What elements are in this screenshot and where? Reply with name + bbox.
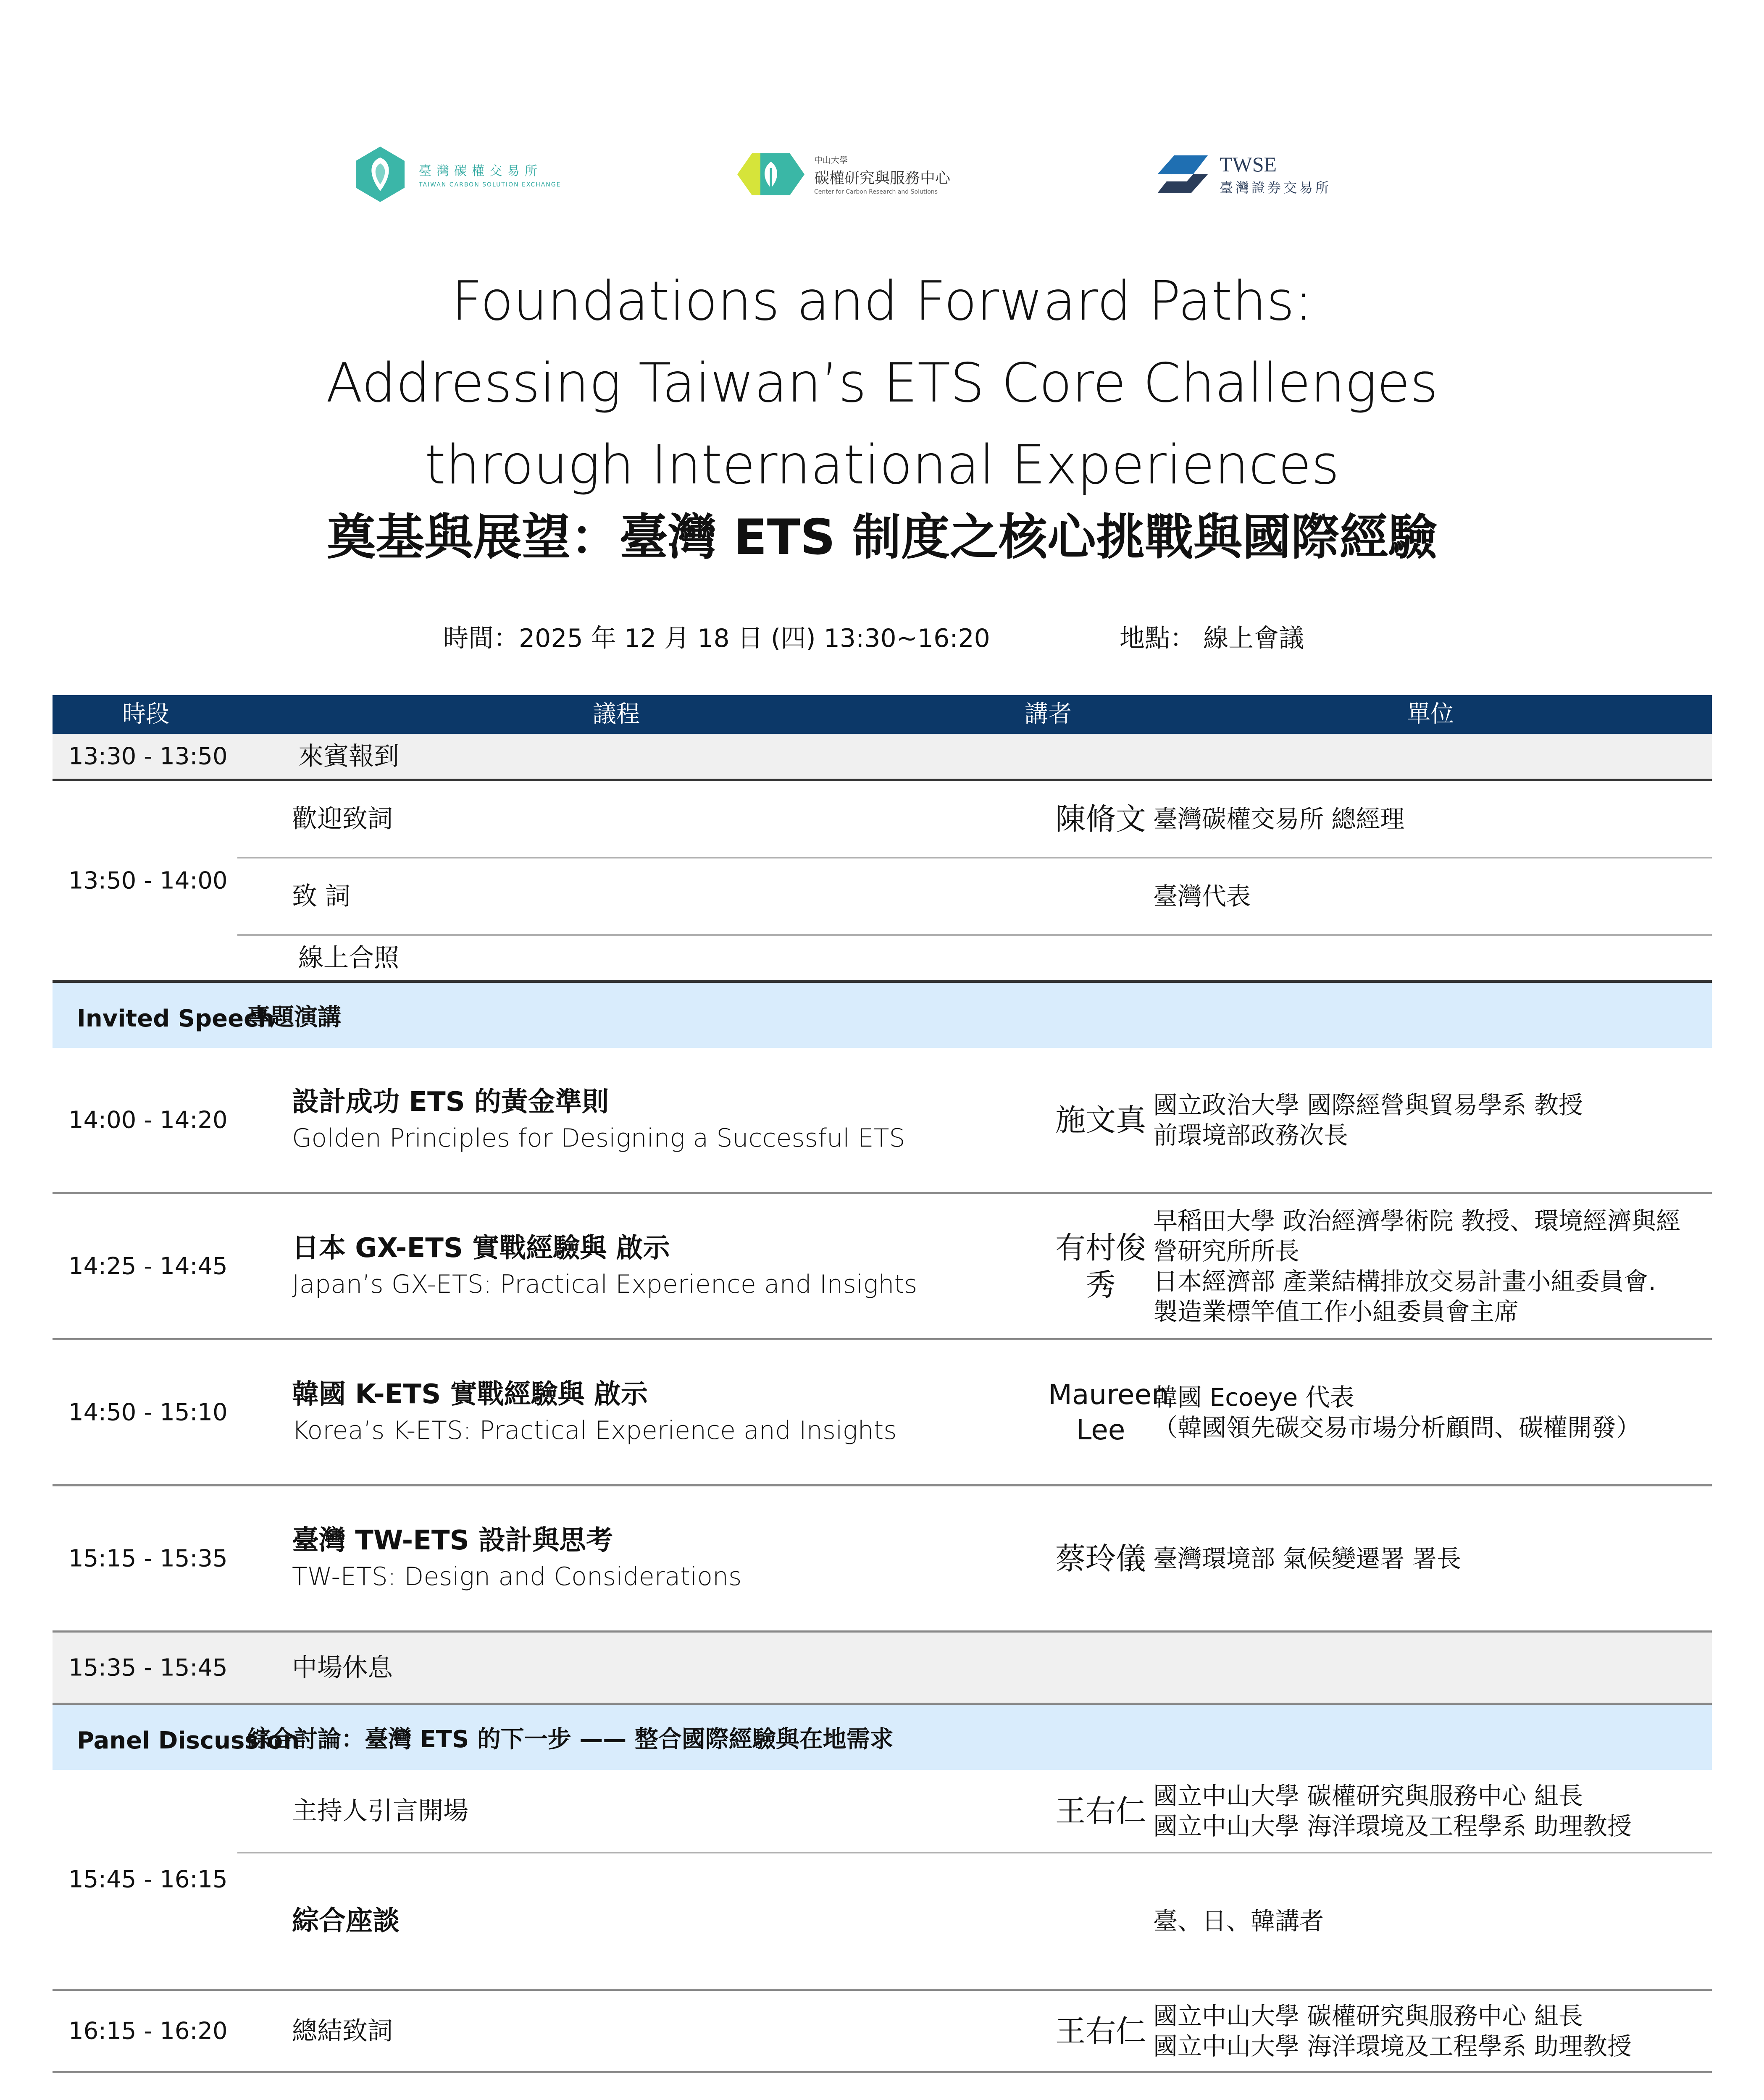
row-time: 15:35 - 15:45 (68, 1654, 228, 1681)
table-row (53, 1991, 1712, 2073)
row-agenda (292, 1230, 917, 1302)
speaker-line: Maureen (1048, 1378, 1169, 1411)
table-row (53, 734, 1712, 781)
agenda-text: 主持人引言開場 (292, 1796, 468, 1826)
agenda-title-en: TW-ETS: Design and Considerations (292, 1562, 742, 1591)
section-panel-discussion (53, 1705, 1712, 1770)
row-time: 14:50 - 15:10 (68, 1399, 228, 1426)
twse-emblem-icon (1153, 151, 1212, 197)
org-line: 國立中山大學 海洋環境及工程學系 助理教授 (1153, 2032, 1632, 2061)
row-org (1153, 1090, 1583, 1150)
row-org (1153, 1206, 1680, 1327)
table-row (53, 1770, 1712, 1991)
sub-row (237, 781, 1712, 858)
tcx-name: 臺灣碳權交易所 (419, 164, 542, 178)
header-agenda: 議程 (593, 701, 640, 728)
row-time: 13:30 - 13:50 (68, 743, 228, 770)
row-agenda (298, 940, 399, 976)
agenda-text: 總結致詞 (292, 2016, 393, 2046)
row-org: 臺灣碳權交易所 總經理 (1153, 805, 1405, 833)
agenda-title-zh: 設計成功 ETS 的黃金準則 (292, 1086, 609, 1118)
section-label-en: Panel Discussion (77, 1727, 300, 1754)
row-org: 臺、日、韓講者 (1153, 1907, 1324, 1935)
event-time: 時間：2025 年 12 月 18 日 (四) 13:30~16:20 (443, 624, 990, 653)
org-line: 國立政治大學 國際經營與貿易學系 教授 (1153, 1090, 1583, 1119)
row-speaker: 施文真 (1055, 1102, 1146, 1138)
agenda-title-en: Golden Principles for Designing a Successful ETS (292, 1123, 905, 1153)
tcx-emblem-icon (351, 145, 410, 204)
section-label-zh: 綜合討論：臺灣 ETS 的下一步 —— 整合國際經驗與在地需求 (247, 1725, 894, 1753)
row-speaker: 王右仁 (1055, 1793, 1146, 1829)
ccrs-name: 碳權研究與服務中心 (814, 170, 951, 187)
org-line: 日本經濟部 產業結構排放交易計畫小組委員會. (1153, 1267, 1656, 1296)
org-line: 國立中山大學 海洋環境及工程學系 助理教授 (1153, 1811, 1632, 1840)
header-time: 時段 (122, 701, 169, 728)
row-agenda (292, 878, 350, 914)
sub-row (237, 1853, 1712, 1989)
org-line: 國立中山大學 碳權研究與服務中心 組長 (1153, 2001, 1583, 2030)
agenda-title-en: Japan’s GX-ETS: Practical Experience and Insights (292, 1269, 917, 1299)
leaf-hexagon-icon (735, 151, 807, 197)
title-line-3: through International Experiences (424, 434, 1340, 496)
agenda-text: 歡迎致詞 (292, 804, 393, 834)
row-agenda (292, 1793, 468, 1829)
row-agenda (292, 1650, 393, 1686)
header-org: 單位 (1407, 701, 1454, 728)
row-speaker (1048, 1377, 1169, 1448)
row-time: 16:15 - 16:20 (68, 2017, 228, 2045)
table-row (53, 1486, 1712, 1633)
row-speaker: 王右仁 (1055, 2013, 1146, 2049)
row-agenda (292, 1376, 896, 1449)
row-org: 臺灣環境部 氣候變遷署 署長 (1153, 1544, 1461, 1573)
org-line: 營研究所所長 (1153, 1236, 1300, 1265)
row-agenda (298, 738, 399, 774)
title-english (0, 260, 1764, 506)
row-org (1153, 1382, 1640, 1443)
row-agenda (292, 1522, 741, 1595)
event-place: 地點： 線上會議 (1120, 624, 1304, 653)
agenda-title-zh: 日本 GX-ETS 實戰經驗與 啟示 (292, 1232, 670, 1264)
section-invited-speech (53, 983, 1712, 1048)
sub-row (237, 1770, 1712, 1853)
title-line-1: Foundations and Forward Paths: (451, 270, 1313, 333)
section-label-zh: 專題演講 (247, 1003, 341, 1031)
sub-row (237, 858, 1712, 936)
section-label-en: Invited Speech (77, 1005, 275, 1032)
row-org (1153, 1781, 1632, 1841)
org-line: （韓國領先碳交易市場分析顧問、碳權開發） (1153, 1413, 1641, 1442)
table-row (53, 1048, 1712, 1194)
org-line: 製造業標竿值工作小組委員會主席 (1153, 1297, 1519, 1326)
row-time: 14:00 - 14:20 (68, 1106, 228, 1134)
twse-name-zh: 臺灣證券交易所 (1220, 180, 1332, 196)
row-speaker: 有村俊秀 (1055, 1230, 1146, 1302)
org-line: 韓國 Ecoeye 代表 (1153, 1383, 1354, 1412)
section-label (77, 999, 341, 1032)
agenda-title-en: Korea’s K-ETS: Practical Experience and Insights (292, 1415, 897, 1445)
agenda-text: 致 詞 (292, 882, 351, 911)
row-org: 臺灣代表 (1153, 882, 1251, 911)
agenda-title-zh: 韓國 K-ETS 實戰經驗與 啟示 (292, 1378, 648, 1410)
row-time: 15:45 - 16:15 (68, 1866, 228, 1893)
org-line: 國立中山大學 碳權研究與服務中心 組長 (1153, 1781, 1583, 1810)
agenda-text: 中場休息 (292, 1653, 393, 1683)
table-row (53, 781, 1712, 983)
header-speaker: 講者 (1025, 701, 1072, 728)
row-agenda (292, 801, 393, 837)
org-line: 早稻田大學 政治經濟學術院 教授、環境經濟與經 (1153, 1206, 1680, 1235)
row-speaker: 陳脩文 (1055, 801, 1146, 837)
table-header (53, 695, 1712, 734)
title-line-2: Addressing Taiwan’s ETS Core Challenges (326, 352, 1438, 415)
agenda-title-zh: 臺灣 TW-ETS 設計與思考 (292, 1525, 613, 1556)
row-agenda (292, 1084, 905, 1156)
row-time: 13:50 - 14:00 (68, 867, 228, 895)
agenda-table (53, 695, 1712, 2073)
org-line: 前環境部政務次長 (1153, 1121, 1349, 1150)
nsysu-name: 中山大學 (814, 155, 848, 165)
row-agenda (292, 2013, 393, 2049)
row-agenda (292, 1903, 400, 1939)
section-label (77, 1721, 894, 1754)
agenda-text: 來賓報到 (298, 741, 399, 771)
row-org (1153, 2001, 1632, 2061)
tcx-logo (351, 139, 561, 210)
nsysu-ccrs-logo (735, 139, 950, 210)
agenda-text: 綜合座談 (292, 1906, 400, 1937)
row-speaker: 蔡玲儀 (1055, 1541, 1146, 1576)
table-row-break (53, 1633, 1712, 1705)
sub-row (237, 936, 1712, 980)
speaker-line: Lee (1076, 1413, 1125, 1446)
tcx-name-en: TAIWAN CARBON SOLUTION EXCHANGE (419, 181, 561, 188)
table-row (53, 1194, 1712, 1340)
table-row (53, 1340, 1712, 1486)
row-time: 15:15 - 15:35 (68, 1545, 228, 1572)
twse-logo (1153, 139, 1331, 210)
ccrs-name-en: Center for Carbon Research and Solutions (814, 189, 938, 195)
title-chinese: 奠基與展望：臺灣 ETS 制度之核心挑戰與國際經驗 (327, 509, 1437, 566)
twse-name: TWSE (1220, 152, 1277, 176)
logo-bar (0, 139, 1764, 210)
agenda-text: 線上合照 (298, 943, 399, 973)
row-time: 14:25 - 14:45 (68, 1252, 228, 1280)
